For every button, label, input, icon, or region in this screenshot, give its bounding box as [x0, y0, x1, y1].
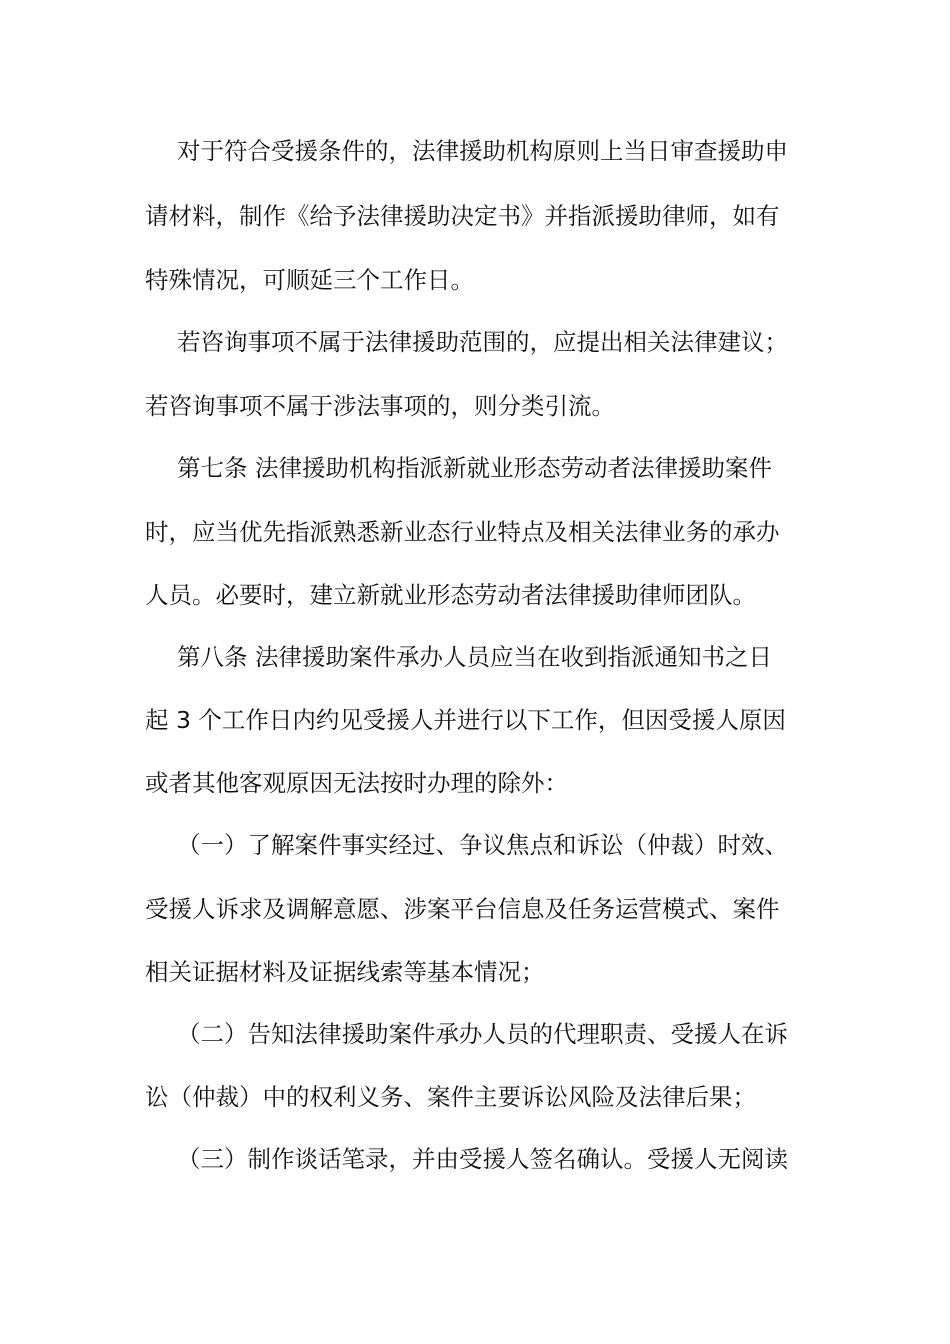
list-item-1-line: （一）了解案件事实经过、争议焦点和诉讼（仲裁）时效、: [177, 831, 788, 859]
paragraph-line: 受援人诉求及调解意愿、涉案平台信息及任务运营模式、案件: [145, 895, 780, 923]
article-7-heading-line: 第七条 法律援助机构指派新就业形态劳动者法律援助案件: [177, 454, 772, 482]
paragraph-line: 相关证据材料及证据线索等基本情况；: [145, 958, 545, 986]
paragraph-line: 若咨询事项不属于涉法事项的，则分类引流。: [145, 392, 615, 420]
paragraph-line: 请材料，制作《给予法律援助决定书》并指派援助律师，如有: [145, 202, 780, 230]
paragraph-line: 讼（仲裁）中的权利义务、案件主要诉讼风险及法律后果；: [145, 1083, 756, 1111]
paragraph-line: 人员。必要时，建立新就业形态劳动者法律援助律师团队。: [145, 581, 756, 609]
list-item-2-line: （二）告知法律援助案件承办人员的代理职责、受援人在诉: [177, 1020, 788, 1048]
paragraph-line: 若咨询事项不属于法律援助范围的，应提出相关法律建议；: [177, 328, 788, 356]
article-8-heading-line: 第八条 法律援助案件承办人员应当在收到指派通知书之日: [177, 643, 772, 671]
paragraph-line: 起 3 个工作日内约见受援人并进行以下工作，但因受援人原因: [145, 706, 786, 734]
list-item-3-line: （三）制作谈话笔录，并由受援人签名确认。受援人无阅读: [177, 1145, 788, 1173]
paragraph-line: 时，应当优先指派熟悉新业态行业特点及相关法律业务的承办: [145, 518, 780, 546]
paragraph-line: 特殊情况，可顺延三个工作日。: [145, 266, 474, 294]
paragraph-line: 或者其他客观原因无法按时办理的除外：: [145, 769, 568, 797]
paragraph-line: 对于符合受援条件的，法律援助机构原则上当日审查援助申: [177, 137, 788, 165]
